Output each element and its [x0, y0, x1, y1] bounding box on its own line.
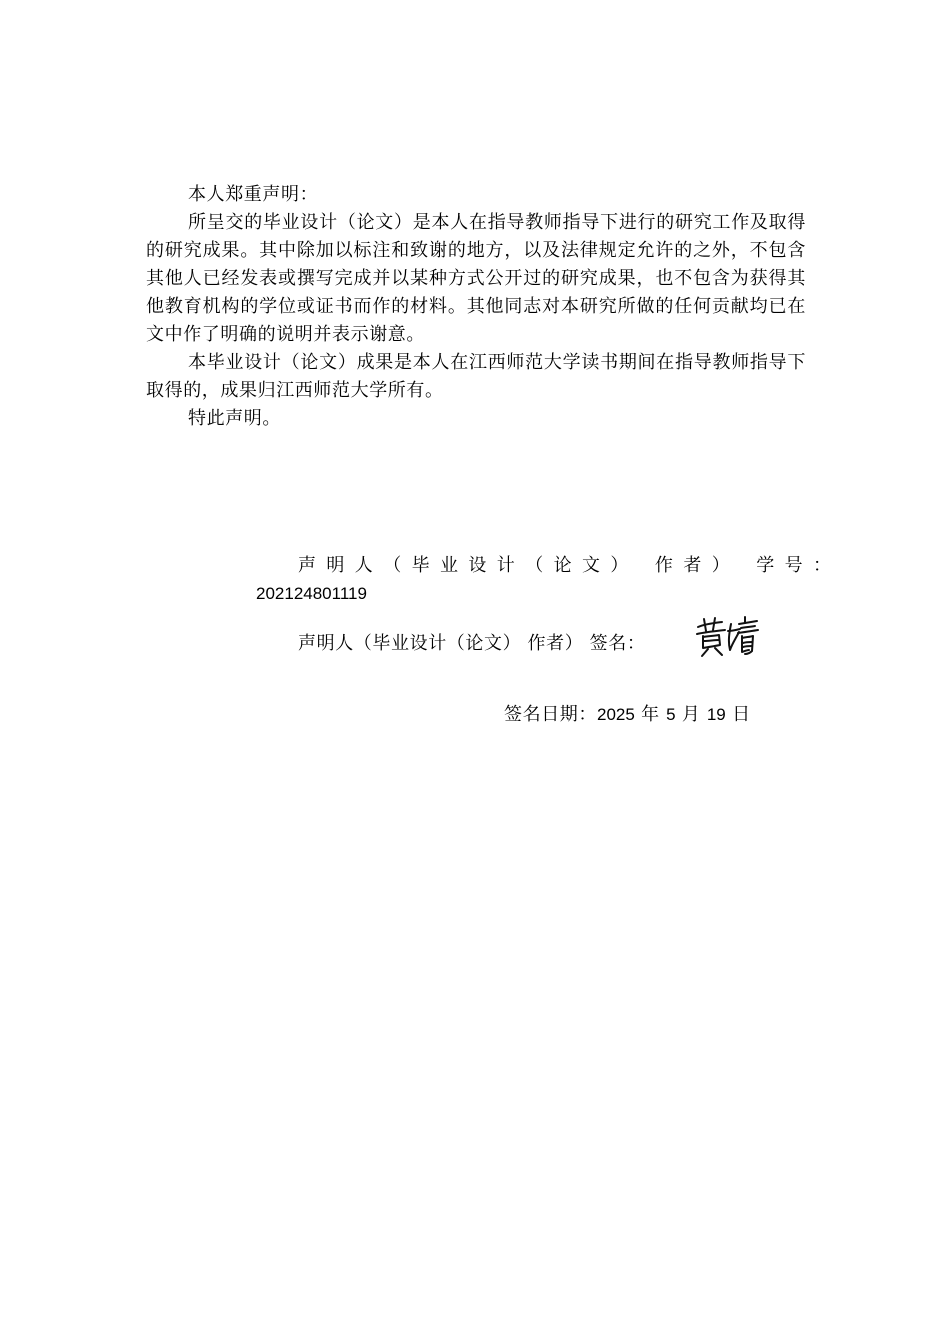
date-day: 19	[706, 705, 726, 724]
date-year: 2025	[597, 705, 635, 724]
handwritten-signature	[694, 614, 760, 658]
declaration-body	[146, 181, 806, 433]
student-id-value: 202124801119	[256, 584, 367, 603]
signature-date	[504, 700, 751, 730]
declaration-paragraph-ownership: 本毕业设计（论文）成果是本人在江西师范大学读书期间在指导教师指导下取得的，成果归江西师范大学所有。	[146, 352, 806, 401]
declaration-closing: 特此声明。	[188, 408, 281, 429]
date-month-unit: 月	[681, 704, 701, 725]
student-id-label: 声明人（毕业设计（论文） 作者） 学号：	[298, 555, 842, 576]
declarant-student-id-block	[256, 550, 842, 610]
date-day-unit: 日	[732, 704, 751, 725]
signature-label: 声明人（毕业设计（论文） 作者） 签名：	[298, 633, 646, 654]
declaration-paragraph-originality: 所呈交的毕业设计（论文）是本人在指导教师指导下进行的研究工作及取得的研究成果。其中除加以标注和致谢的地方，以及法律规定允许的之外，不包含其他人已经发表或撰写完成并以某种方式公开过的研究成果，也不包含为获得其他教育机构的学位或证书而作的材料。其他同志对本研究所做的任何贡献均已在文中作了明确的说明并表示谢意。	[146, 212, 806, 345]
date-label: 签名日期：	[504, 704, 597, 725]
declaration-opening: 本人郑重声明：	[188, 184, 319, 205]
date-year-unit: 年	[641, 704, 660, 725]
date-month: 5	[666, 705, 676, 724]
